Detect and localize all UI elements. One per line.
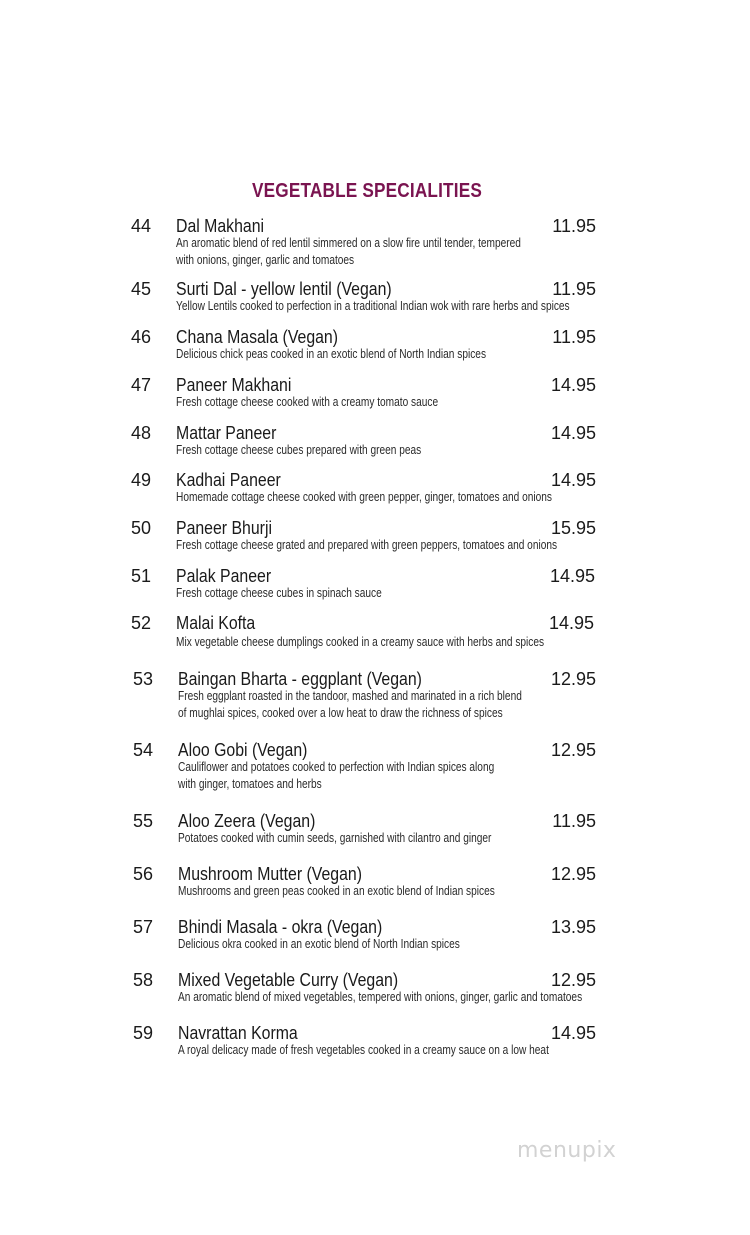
item-name: Aloo Zeera (Vegan)	[178, 811, 316, 831]
item-number: 59	[133, 1023, 154, 1043]
item-description: Fresh cottage cheese cubes in spinach sauce	[176, 585, 382, 600]
item-description: An aromatic blend of mixed vegetables, tempered with onions, ginger, garlic and tomatoes	[178, 989, 583, 1004]
item-description: Homemade cottage cheese cooked with green pepper, ginger, tomatoes and onions	[176, 489, 552, 504]
item-number: 58	[133, 970, 154, 990]
item-number: 55	[133, 811, 154, 831]
item-name: Paneer Bhurji	[176, 518, 272, 538]
item-description: Potatoes cooked with cumin seeds, garnished with cilantro and ginger	[178, 830, 492, 845]
item-number: 47	[131, 375, 152, 395]
item-price: 14.95	[550, 470, 596, 490]
item-number: 51	[131, 566, 152, 586]
item-number: 54	[133, 740, 154, 760]
item-description: A royal delicacy made of fresh vegetables cooked in a creamy sauce on a low heat	[178, 1042, 549, 1057]
item-description: Fresh cottage cheese cubes prepared with green peas	[176, 442, 422, 457]
item-number: 48	[131, 423, 152, 443]
item-description: An aromatic blend of red lentil simmered on a slow fire until tender, tempered with onions, ginger, garlic and tomatoes	[176, 235, 521, 267]
item-name: Mushroom Mutter (Vegan)	[178, 864, 363, 884]
item-description: Mushrooms and green peas cooked in an exotic blend of Indian spices	[178, 883, 495, 898]
item-number: 45	[131, 279, 152, 299]
item-description: Cauliflower and potatoes cooked to perfection with Indian spices along with ginger, tomatoes and herbs	[178, 759, 495, 791]
item-price: 14.95	[548, 613, 594, 633]
item-price: 14.95	[550, 1023, 596, 1043]
item-description: Fresh cottage cheese grated and prepared with green peppers, tomatoes and onions	[176, 537, 558, 552]
item-name: Navrattan Korma	[178, 1023, 298, 1043]
item-name: Paneer Makhani	[176, 375, 292, 395]
item-name: Mattar Paneer	[176, 423, 277, 443]
item-name: Kadhai Paneer	[176, 470, 281, 490]
item-number: 52	[131, 613, 152, 633]
item-price: 11.95	[552, 811, 596, 831]
item-name: Surti Dal - yellow lentil (Vegan)	[176, 279, 392, 299]
item-price: 11.95	[552, 216, 596, 236]
item-name: Chana Masala (Vegan)	[176, 327, 339, 347]
item-price: 11.95	[552, 279, 596, 299]
item-description: Fresh eggplant roasted in the tandoor, mashed and marinated in a rich blend of mughlai spices, cooked over a low heat to draw the richness of spices	[178, 688, 522, 720]
item-price: 14.95	[550, 375, 596, 395]
item-name: Mixed Vegetable Curry (Vegan)	[178, 970, 399, 990]
item-name: Baingan Bharta - eggplant (Vegan)	[178, 669, 422, 689]
item-price: 12.95	[550, 740, 596, 760]
item-number: 44	[131, 216, 152, 236]
item-description: Yellow Lentils cooked to perfection in a traditional Indian wok with rare herbs and spices	[176, 298, 570, 313]
item-name: Aloo Gobi (Vegan)	[178, 740, 308, 760]
item-price: 12.95	[550, 669, 596, 689]
item-price: 12.95	[550, 864, 596, 884]
item-name: Bhindi Masala - okra (Vegan)	[178, 917, 383, 937]
item-price: 13.95	[550, 917, 596, 937]
item-price: 15.95	[550, 518, 596, 538]
item-name: Palak Paneer	[176, 566, 272, 586]
item-price: 12.95	[550, 970, 596, 990]
item-description: Mix vegetable cheese dumplings cooked in a creamy sauce with herbs and spices	[176, 634, 545, 649]
item-description: Fresh cottage cheese cooked with a creamy tomato sauce	[176, 394, 439, 409]
item-name: Malai Kofta	[176, 613, 256, 633]
item-description: Delicious chick peas cooked in an exotic blend of North Indian spices	[176, 346, 487, 361]
item-number: 49	[131, 470, 152, 490]
item-number: 53	[133, 669, 154, 689]
section-title: VEGETABLE SPECIALITIES	[252, 180, 482, 202]
item-number: 46	[131, 327, 152, 347]
item-price: 14.95	[550, 423, 596, 443]
item-description: Delicious okra cooked in an exotic blend of North Indian spices	[178, 936, 460, 951]
item-price: 11.95	[552, 327, 596, 347]
item-number: 57	[133, 917, 154, 937]
item-price: 14.95	[549, 566, 595, 586]
watermark-logo: menupix	[517, 1138, 617, 1163]
item-number: 56	[133, 864, 154, 884]
item-number: 50	[131, 518, 152, 538]
item-name: Dal Makhani	[176, 216, 265, 236]
